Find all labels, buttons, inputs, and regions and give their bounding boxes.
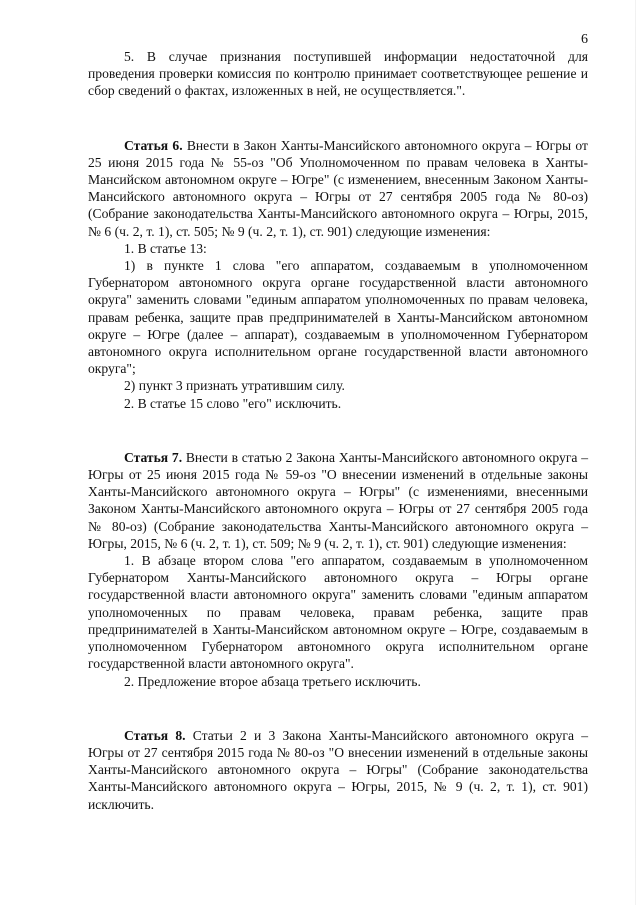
article-7-paragraph xyxy=(88,449,588,552)
paragraph-text: 1) в пункте 1 слова "его аппаратом, создаваемым в уполномоченном Губернатором автономного округа органе государственной власти автономного округа" заменить словами "единым аппаратом уполномоченных по правам человека, правам ребенка, защите прав предпринимателей в Ханты-Мансийском автономном округе – Югре (далее – аппарат), создаваемым в уполномоченном Губернатором автономного округа исполнительном органе государственной власти автономного округа"; xyxy=(88,258,588,377)
paragraph-text: 1. В абзаце втором слова "его аппаратом, создаваемым в уполномоченном Губернатором Ханты-Мансийского автономного округа – Югры органе государственной власти автономного округа" заменить словами "единым аппаратом уполномоченных по правам человека, правам ребенка, защите прав предпринимателей в Ханты-Мансийском автономном округе – Югре, создаваемым в уполномоченном Губернатором автономного округа исполнительном органе государственной власти автономного округа". xyxy=(88,553,588,672)
article-6-subitem-2 xyxy=(88,377,588,394)
paragraph-text: Внести в статью 2 Закона Ханты-Мансийского автономного округа – Югры от 25 июня 2015 года № 59-оз "О внесении изменений в отдельные законы Ханты-Мансийского автономного округа – Югры" (с изменениями, внесенными Законом Ханты-Мансийского автономного округа – Югры от 27 сентября 2005 года № 80-оз) (Собрание законодательства Ханты-Мансийского автономного округа – Югры, 2015, № 6 (ч. 2, т. 1), ст. 509; № 9 (ч. 2, т. 1), ст. 901) следующие изменения: xyxy=(88,449,588,551)
article-8-label: Статья 8. xyxy=(124,727,186,743)
paragraph-text: 2) пункт 3 признать утратившим силу. xyxy=(124,378,345,394)
article-8-paragraph xyxy=(88,727,588,813)
paragraph-clause-5 xyxy=(88,48,588,100)
scan-edge xyxy=(635,0,636,905)
article-7-item-2 xyxy=(88,673,588,690)
article-6-item-1 xyxy=(88,240,588,257)
article-6-item-2 xyxy=(88,395,588,412)
article-6-label: Статья 6. xyxy=(124,137,183,153)
paragraph-text: Статьи 2 и 3 Закона Ханты-Мансийского автономного округа – Югры от 27 сентября 2015 года № 80-оз "О внесении изменений в отдельные законы Ханты-Мансийского автономного округа – Югры" (Собрание законодательства Ханты-Мансийского автономного округа – Югры, 2015, № 9 (ч. 2, т. 1), ст. 901) исключить. xyxy=(88,727,588,812)
paragraph-text: 2. В статье 15 слово "его" исключить. xyxy=(124,395,342,411)
paragraph-text: 5. В случае признания поступившей информации недостаточной для проведения проверки комиссия по контролю принимает соответствующее решение и сбор сведений о фактах, изложенных в ней, не осуществляется.". xyxy=(88,49,588,99)
paragraph-text: Внести в Закон Ханты-Мансийского автономного округа – Югры от 25 июня 2015 года № 55-оз "Об Уполномоченном по правам человека в Ханты-Мансийском автономном округе – Югре" (с изменением, внесенным Законом Ханты-Мансийского автономного округа – Югры от 27 сентября 2005 года № 80-оз) (Собрание законодательства Ханты-Мансийского автономного округа – Югры, 2015, № 6 (ч. 2, т. 1), ст. 505; № 9 (ч. 2, т. 1), ст. 901) следующие изменения: xyxy=(88,137,588,239)
paragraph-text: 2. Предложение второе абзаца третьего исключить. xyxy=(124,673,421,689)
article-6-paragraph xyxy=(88,137,588,240)
article-6-subitem-1 xyxy=(88,257,588,377)
document-body xyxy=(88,48,588,813)
article-7-item-1 xyxy=(88,552,588,672)
page-number: 6 xyxy=(581,32,588,47)
paragraph-text: 1. В статье 13: xyxy=(124,240,207,256)
article-7-label: Статья 7. xyxy=(124,449,183,465)
